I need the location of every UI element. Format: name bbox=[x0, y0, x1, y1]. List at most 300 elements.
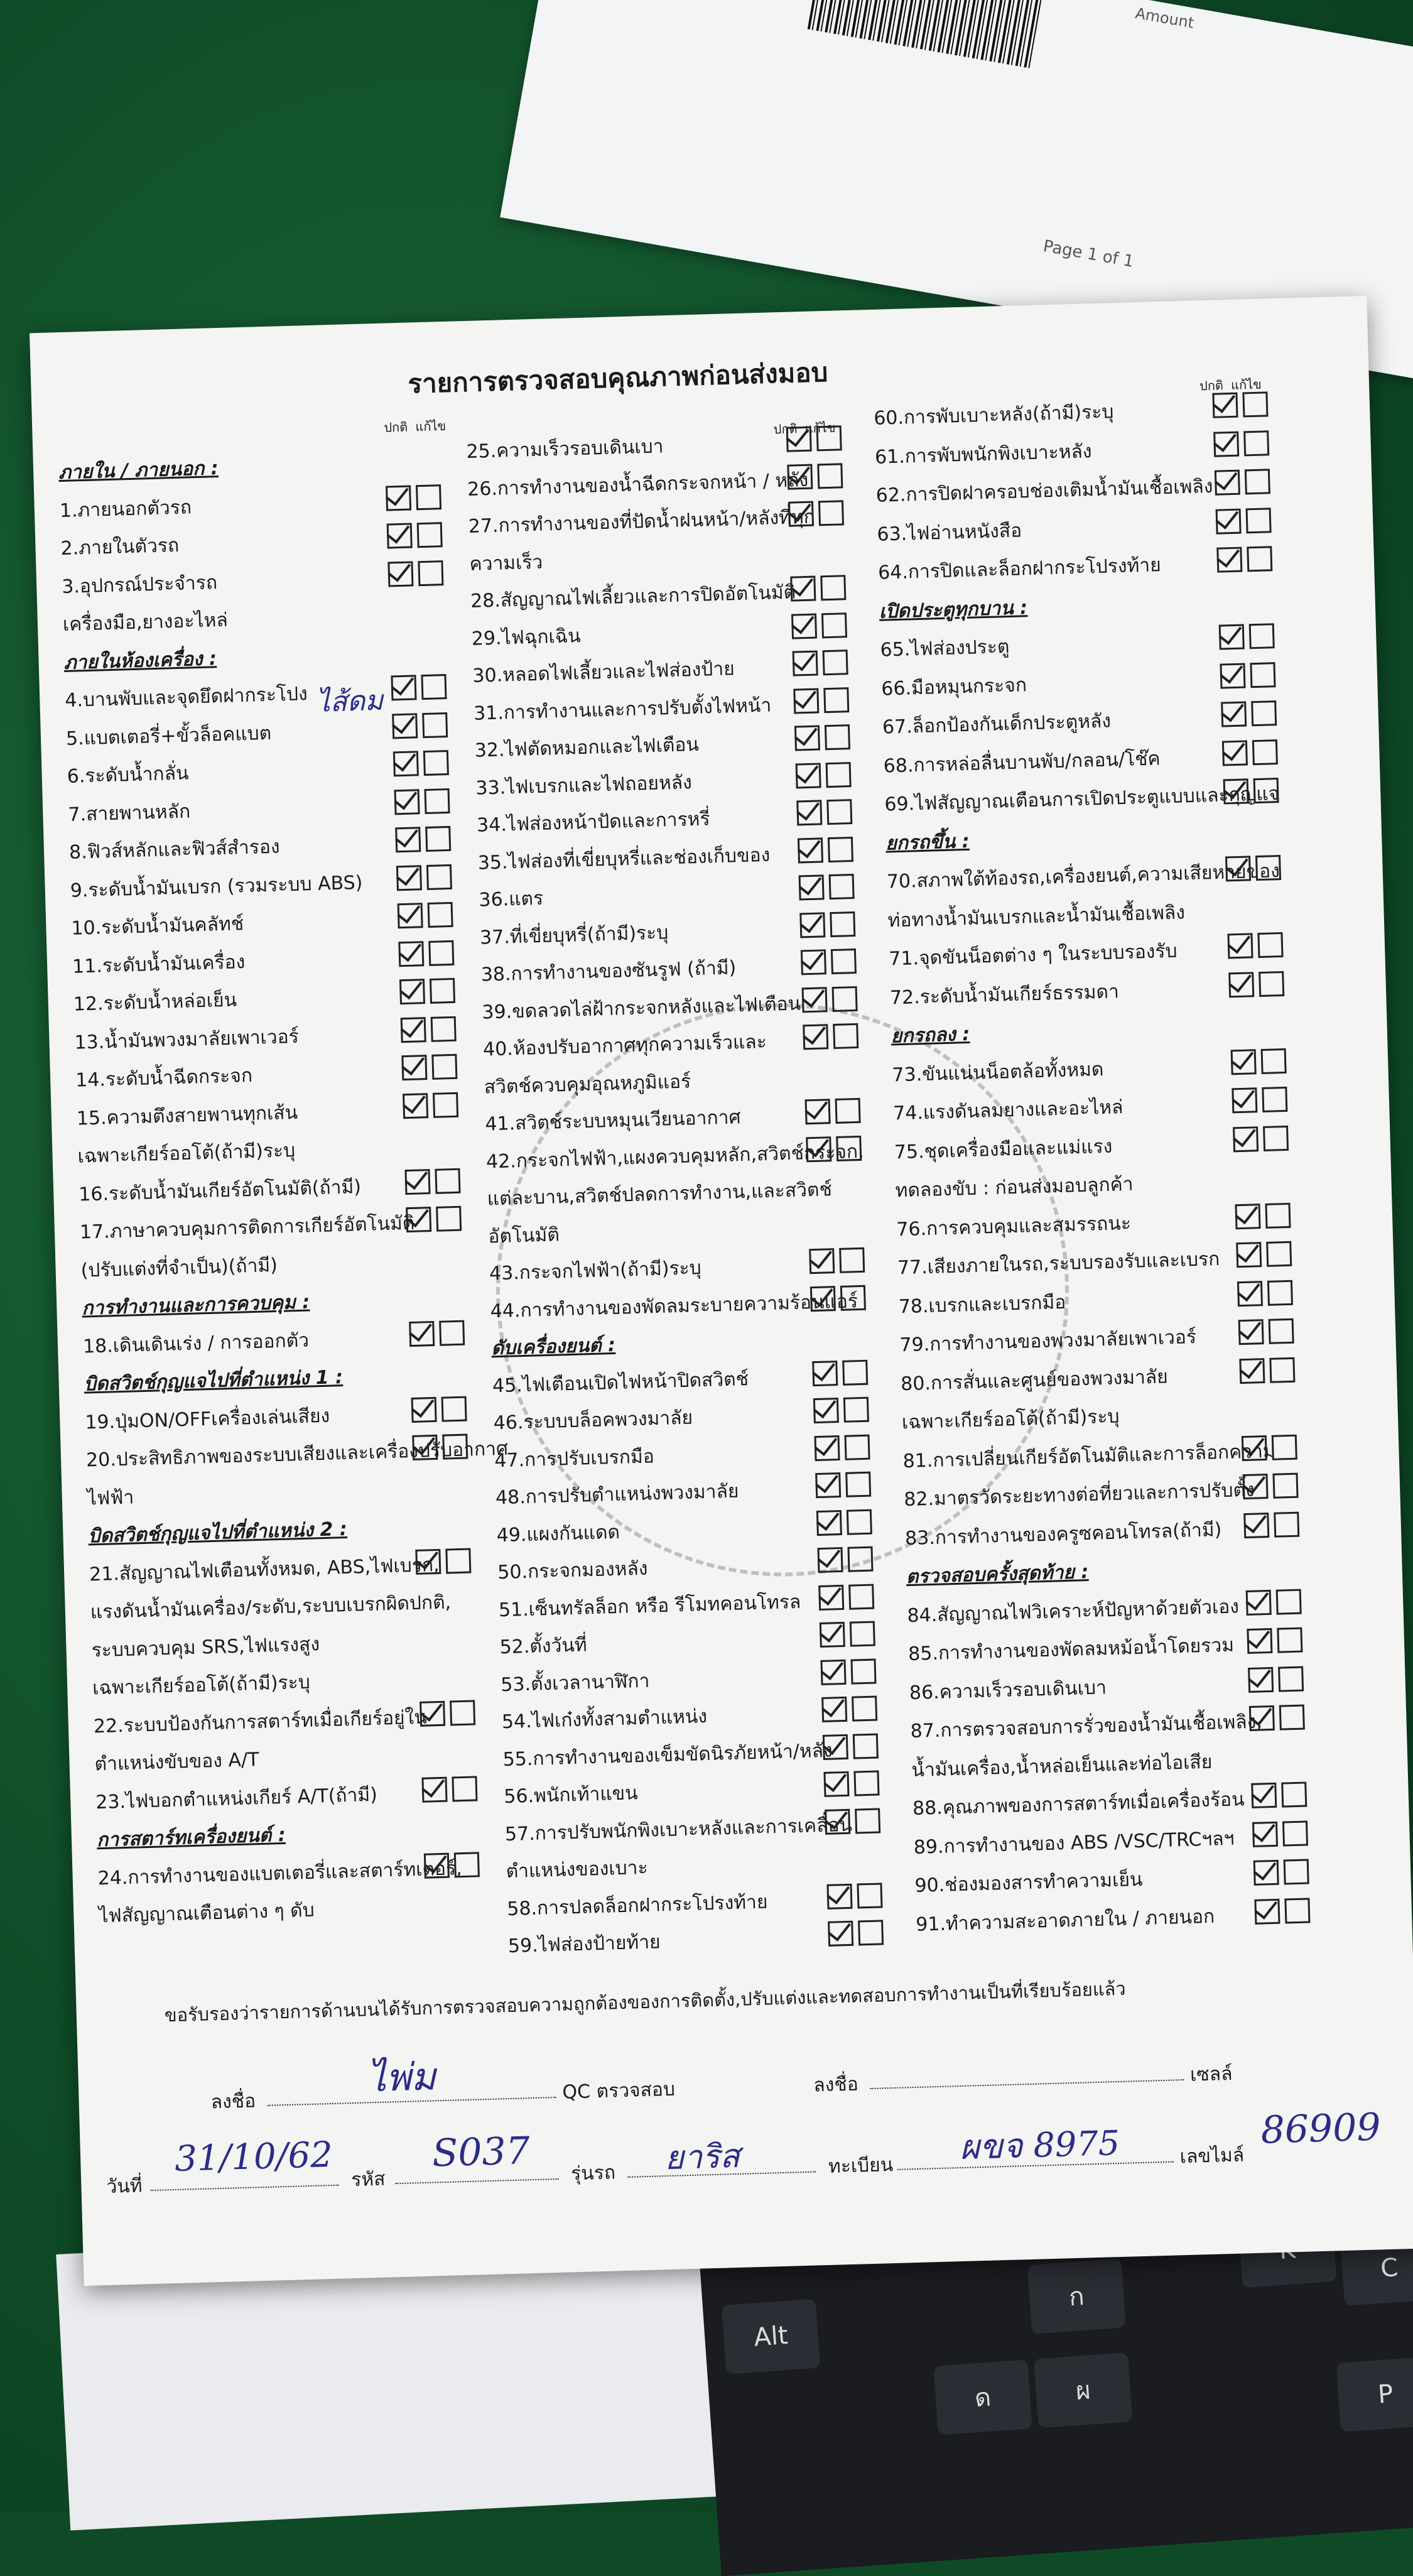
checklist-item-label: 47.การปรับเบรกมือ bbox=[494, 1445, 655, 1472]
check-mark-icon bbox=[789, 497, 815, 523]
checkbox-fix[interactable] bbox=[844, 1434, 870, 1460]
check-mark-icon bbox=[1230, 968, 1255, 994]
checkbox-fix[interactable] bbox=[847, 1509, 872, 1535]
checkbox-fix[interactable] bbox=[435, 1168, 460, 1193]
check-mark-icon bbox=[818, 1543, 844, 1569]
check-mark-icon bbox=[826, 1805, 852, 1830]
code-value: S037 bbox=[431, 2129, 531, 2176]
checklist-item-label: 90.ช่องมองสารทำความเย็น bbox=[914, 1868, 1143, 1897]
model-label: รุ่นรถ bbox=[570, 2161, 616, 2185]
certification-text: ขอรับรองว่ารายการด้านบนได้รับการตรวจสอบความถูกต้องของการติดตั้ง,ปรับแต่งและทดสอบการทำงานเป็นที่เรียบร้อยแล้ว bbox=[164, 1977, 1127, 2026]
checklist-item-label: 24.การทำงานของแบตเตอรี่และสตาร์ทเตอร์, bbox=[97, 1857, 463, 1889]
check-mark-icon bbox=[423, 1773, 448, 1798]
checkbox-fix[interactable] bbox=[853, 1770, 879, 1796]
checkbox-fix[interactable] bbox=[848, 1584, 874, 1609]
code-label: รหัส bbox=[350, 2168, 386, 2192]
checklist-item-label: 11.ระดับน้ำมันเครื่อง bbox=[72, 950, 246, 978]
checkbox-fix[interactable] bbox=[1243, 430, 1269, 456]
checklist-item-label: ระบบควบคุม SRS,ไฟแรงสูง bbox=[91, 1633, 320, 1661]
checklist-item-label: 9.ระดับน้ำมันเบรก (รวมระบบ ABS) bbox=[70, 871, 363, 902]
section-heading: ภายใน / ภายนอก : bbox=[58, 457, 219, 484]
check-mark-icon bbox=[788, 460, 814, 486]
col-header-normal: ปกติ bbox=[773, 421, 798, 437]
checkbox-fix[interactable] bbox=[1277, 1628, 1302, 1653]
check-mark-icon bbox=[398, 861, 423, 887]
checkbox-fix[interactable] bbox=[845, 1472, 871, 1497]
checklist-item-label: 91.ทำความสะอาดภายใน / ภายนอก bbox=[915, 1905, 1215, 1936]
checklist-item-label: 69.ไฟสัญญาณเตือนการเปิดประตูแบบและกุญแจ bbox=[884, 783, 1280, 816]
checklist-item-label: 86.ความเร็วรอบเดินเบา bbox=[909, 1676, 1107, 1704]
check-mark-icon bbox=[1255, 1894, 1281, 1920]
checkbox-fix[interactable] bbox=[418, 560, 443, 586]
checklist-item-label: 81.การเปลี่ยนเกียร์อัตโนมัติและการล็อกความ bbox=[902, 1440, 1276, 1472]
check-mark-icon bbox=[403, 1051, 428, 1077]
checkbox-fix[interactable] bbox=[1253, 778, 1279, 803]
checkbox-fix[interactable] bbox=[416, 484, 441, 510]
checklist-item-label: 2.ภายในตัวรถ bbox=[60, 534, 180, 560]
check-mark-icon bbox=[802, 945, 828, 971]
check-mark-icon bbox=[1245, 1508, 1270, 1534]
checklist-item-label: 76.การควบคุมและสมรรถนะ bbox=[896, 1212, 1132, 1241]
checklist-item-label: 43.กระจกไฟฟ้า(ถ้ามี)ระบุ bbox=[489, 1257, 702, 1285]
checklist-item-label: 83.การทำงานของครูซคอนโทรล(ถ้ามี) bbox=[904, 1518, 1222, 1550]
sale-signature-line bbox=[870, 2079, 1184, 2089]
checklist-item-label: 33.ไฟเบรกและไฟถอยหลัง bbox=[475, 771, 693, 800]
section-heading: เปิดประตูทุกบาน : bbox=[879, 596, 1028, 623]
checkbox-fix[interactable] bbox=[857, 1883, 882, 1908]
checkbox-fix[interactable] bbox=[1246, 508, 1272, 533]
checklist-item-label: 12.ระดับน้ำหล่อเย็น bbox=[73, 989, 237, 1016]
checklist-item-label: 30.หลอดไฟเลี้ยวและไฟส่องป้าย bbox=[472, 658, 735, 687]
check-mark-icon bbox=[413, 1431, 439, 1457]
checklist-item-label: 4.บานพับและจุดยึดฝากระโปง bbox=[64, 683, 308, 712]
check-mark-icon bbox=[1239, 1315, 1265, 1341]
checklist-item-label: 42.กระจกไฟฟ้า,แผงควบคุมหลัก,สวิตช์กระจก, bbox=[485, 1140, 865, 1173]
check-mark-icon bbox=[799, 871, 825, 896]
checkbox-fix[interactable] bbox=[417, 522, 443, 548]
checklist-item-label: 21.สัญญาณไฟเตือนทั้งหมด, ABS,ไฟเบรก, bbox=[89, 1553, 440, 1585]
checklist-item-label: ความเร็ว bbox=[469, 551, 543, 575]
checkbox-fix[interactable] bbox=[430, 978, 455, 1004]
checkbox-fix[interactable] bbox=[835, 1098, 861, 1124]
check-mark-icon bbox=[793, 646, 819, 672]
checkbox-fix[interactable] bbox=[829, 874, 855, 899]
sale-label: เซลล์ bbox=[1189, 2062, 1233, 2086]
checkbox-fix[interactable] bbox=[1249, 623, 1275, 649]
checklist-item-label: อัตโนมัติ bbox=[487, 1223, 560, 1248]
check-mark-icon bbox=[803, 983, 828, 1009]
checkbox-fix[interactable] bbox=[850, 1658, 876, 1684]
checkbox-fix[interactable] bbox=[1251, 700, 1277, 726]
checkbox-fix[interactable] bbox=[1263, 1125, 1289, 1151]
check-mark-icon bbox=[1247, 1585, 1272, 1611]
code-line bbox=[395, 2178, 558, 2184]
checklist-item-label: 68.การหล่อลื่นบานพับ/กลอน/โช๊ค bbox=[883, 747, 1161, 778]
checklist-item-label: 46.ระบบบล็อคพวงมาลัย bbox=[493, 1406, 693, 1435]
checklist-item-label: 55.การทำงานของเข็มขัดนิรภัยหน้า/หลัง bbox=[502, 1739, 833, 1771]
check-mark-icon bbox=[1234, 1122, 1260, 1148]
checkbox-fix[interactable] bbox=[439, 1320, 465, 1345]
check-mark-icon bbox=[807, 1133, 833, 1158]
inspection-form bbox=[30, 296, 1413, 2286]
checkbox-fix[interactable] bbox=[1272, 1473, 1298, 1499]
check-mark-icon bbox=[1221, 659, 1247, 685]
section-heading: ภายในห้องเครื่อง : bbox=[63, 647, 217, 674]
qc-signature: ไพ่ม bbox=[366, 2055, 437, 2101]
checklist-item-label: 32.ไฟตัดหมอกและไฟเตือน bbox=[474, 733, 700, 762]
check-mark-icon bbox=[821, 1618, 847, 1644]
checkbox-fix[interactable] bbox=[423, 750, 449, 776]
checkbox-fix[interactable] bbox=[1278, 1666, 1304, 1692]
checklist-item-label: สวิตช์ควบคุมอุณหภูมิแอร์ bbox=[484, 1070, 691, 1099]
checklist-item-label: 28.สัญญาณไฟเลี้ยวและการปิดอัตโนมัติ bbox=[470, 581, 796, 612]
check-mark-icon bbox=[1216, 504, 1242, 530]
checklist-item-label: 85.การทำงานของพัดลมหม้อน้ำโดยรวม bbox=[907, 1634, 1235, 1666]
checkbox-fix[interactable] bbox=[1269, 1357, 1295, 1383]
checklist-item-label: (ปรับแต่งที่จำเป็น)(ถ้ามี) bbox=[80, 1254, 278, 1282]
check-mark-icon bbox=[813, 1357, 839, 1383]
checklist-item-label: 40.ห้องปรับอากาศทุกความเร็วและ bbox=[482, 1031, 767, 1061]
checklist-item-label: น้ำมันเครื่อง,น้ำหล่อเย็นและท่อไอเสีย bbox=[911, 1751, 1213, 1781]
check-mark-icon bbox=[820, 1580, 845, 1606]
check-mark-icon bbox=[401, 1013, 427, 1039]
checklist-item-label: 15.ความตึงสายพานทุกเส้น bbox=[76, 1101, 298, 1130]
check-mark-icon bbox=[791, 572, 817, 598]
checkbox-fix[interactable] bbox=[843, 1397, 869, 1423]
checklist-item-label: 82.มาตรวัดระยะทางต่อที่ยวและการปรับตั้ง bbox=[903, 1479, 1255, 1511]
checkbox-fix[interactable] bbox=[853, 1733, 879, 1759]
col-header-normal: ปกติ bbox=[1199, 378, 1224, 394]
check-mark-icon bbox=[1249, 1663, 1275, 1688]
checkbox-fix[interactable] bbox=[424, 788, 450, 813]
checklist-item-label: 74.แรงดันลมยางและอะไหล่ bbox=[892, 1096, 1123, 1125]
checklist-item-label: 52.ตั้งวันที่ bbox=[499, 1634, 588, 1659]
barcode bbox=[808, 0, 1042, 68]
check-mark-icon bbox=[421, 1697, 447, 1722]
check-mark-icon bbox=[1228, 929, 1254, 955]
checklist-item-label: 7.สายพานหลัก bbox=[67, 800, 191, 826]
checklist-item-label: 54.ไฟเก๋งทั้งสามตำแหน่ง bbox=[501, 1705, 708, 1734]
col-header-fix: แก้ไข bbox=[415, 418, 447, 435]
checkbox-fix[interactable] bbox=[1247, 546, 1272, 572]
checklist-item-label: เฉพาะเกียร์ออโต้(ถ้ามี)ระบุ bbox=[92, 1671, 311, 1700]
checkbox-fix[interactable] bbox=[1262, 1087, 1287, 1112]
checkbox-fix[interactable] bbox=[840, 1285, 866, 1310]
check-mark-icon bbox=[1213, 389, 1239, 415]
checkbox-fix[interactable] bbox=[855, 1808, 880, 1834]
checklist-item-label: 36.แตร bbox=[478, 887, 544, 911]
checkbox-fix[interactable] bbox=[833, 1023, 858, 1049]
checklist-item-label: 3.อุปกรณ์ประจำรถ bbox=[61, 571, 218, 598]
check-mark-icon bbox=[811, 1282, 837, 1308]
check-mark-icon bbox=[810, 1244, 836, 1270]
checklist-item-label: 31.การทำงานและการปรับตั้งไฟหน้า bbox=[473, 694, 772, 725]
checklist-item-label: 41.สวิตช์ระบบหมุนเวียนอากาศ bbox=[484, 1106, 741, 1136]
checkbox-fix[interactable] bbox=[1252, 739, 1278, 765]
checklist-item-label: 67.ล็อกป้องกันเด็กประตูหลัง bbox=[882, 710, 1112, 739]
checkbox-fix[interactable] bbox=[839, 1247, 865, 1273]
checklist-item-label: แต่ละบาน,สวิตช์ปลดการทำงาน,และสวิตช์ bbox=[487, 1178, 833, 1210]
section-heading: การทำงานและการควบคุม : bbox=[81, 1291, 310, 1320]
check-mark-icon bbox=[1233, 1084, 1259, 1109]
checklist-item-label: 20.ประสิทธิภาพของระบบเสียงและเครื่องปรับอากาศ bbox=[85, 1437, 509, 1472]
check-mark-icon bbox=[410, 1317, 436, 1342]
checkbox-fix[interactable] bbox=[831, 948, 857, 974]
checklist-item-label: 66.มือหมุนกระจก bbox=[880, 673, 1027, 700]
checkbox-fix[interactable] bbox=[828, 837, 853, 862]
check-mark-icon bbox=[1232, 1045, 1257, 1071]
checklist-item-label: 18.เดินเดินเร่ง / การออกตัว bbox=[82, 1329, 310, 1358]
check-mark-icon bbox=[806, 1095, 831, 1121]
checklist-item-label: 57.การปรับพนักพิงเบาะหลังและการเคลื่อน bbox=[504, 1813, 853, 1845]
checklist-item-label: 26.การทำงานของน้ำฉีดกระจกหน้า / หลัง bbox=[467, 469, 809, 501]
checkbox-fix[interactable] bbox=[1282, 1820, 1308, 1846]
checklist-item-label: 72.ระดับน้ำมันเกียร์ธรรมดา bbox=[889, 980, 1120, 1009]
checkbox-fix[interactable] bbox=[450, 1700, 475, 1725]
checkbox-fix[interactable] bbox=[830, 911, 855, 937]
checklist-item-label: ทดลองขับ : ก่อนส่งมอบลูกค้า bbox=[895, 1173, 1134, 1202]
checkbox-fix[interactable] bbox=[826, 799, 852, 825]
mileage-value: 86909 bbox=[1260, 2105, 1382, 2153]
check-mark-icon bbox=[818, 1506, 843, 1531]
checklist-item-label: 59.ไฟส่องป้ายท้าย bbox=[507, 1931, 661, 1958]
checklist-item-label: ไฟฟ้า bbox=[87, 1486, 134, 1509]
checkbox-fix[interactable] bbox=[1242, 391, 1268, 417]
checkbox-fix[interactable] bbox=[431, 1016, 457, 1041]
check-mark-icon bbox=[407, 1203, 433, 1229]
checkbox-fix[interactable] bbox=[850, 1621, 875, 1647]
checklist-item-label: 56.พนักเท้าแขน bbox=[503, 1782, 639, 1808]
checkbox-fix[interactable] bbox=[821, 612, 847, 638]
checkbox-fix[interactable] bbox=[836, 1135, 862, 1161]
check-mark-icon bbox=[821, 1655, 847, 1681]
checklist-item-label: 17.ภาษาควบคุมการติดการเกียร์อัตโนมัติ bbox=[79, 1212, 415, 1244]
check-mark-icon bbox=[387, 481, 413, 507]
page-label: Page 1 of 1 bbox=[1041, 236, 1135, 271]
checkbox-fix[interactable] bbox=[442, 1434, 468, 1460]
checklist-item-label: 53.ตั้งเวลานาฬิกา bbox=[500, 1670, 650, 1696]
checkbox-fix[interactable] bbox=[425, 826, 451, 852]
col-header-normal: ปกติ bbox=[384, 419, 408, 435]
section-heading: ยกรถลง : bbox=[891, 1023, 970, 1048]
check-mark-icon bbox=[412, 1393, 438, 1418]
check-mark-icon bbox=[406, 1165, 431, 1191]
checkbox-fix[interactable] bbox=[452, 1776, 477, 1802]
check-mark-icon bbox=[798, 796, 823, 822]
checklist-item-label: 13.น้ำมันพวงมาลัยเพาเวอร์ bbox=[74, 1025, 300, 1054]
check-mark-icon bbox=[1250, 1702, 1276, 1727]
checkbox-fix[interactable] bbox=[826, 762, 852, 788]
checkbox-fix[interactable] bbox=[823, 649, 848, 675]
checkbox-fix[interactable] bbox=[842, 1359, 868, 1385]
check-mark-icon bbox=[1253, 1817, 1279, 1843]
check-mark-icon bbox=[804, 1020, 830, 1046]
check-mark-icon bbox=[824, 1730, 850, 1756]
checkbox-fix[interactable] bbox=[421, 674, 447, 700]
model-value: ยาริส bbox=[664, 2137, 740, 2178]
check-mark-icon bbox=[404, 1089, 430, 1115]
checklist-item-label: 60.การพับเบาะหลัง(ถ้ามี)ระบุ bbox=[873, 401, 1114, 430]
checklist-item-label: 78.เบรกและเบรกมือ bbox=[898, 1291, 1066, 1318]
check-mark-icon bbox=[1240, 1354, 1266, 1380]
checklist-item-label: 38.การทำงานของซันรูฟ (ถ้ามี) bbox=[480, 957, 737, 986]
checklist-item-label: 87.การตรวจสอบการรั่วของน้ำมันเชื้อเพลิง, bbox=[910, 1710, 1263, 1743]
check-mark-icon bbox=[396, 823, 422, 849]
registration-value: ผขจ 8975 bbox=[959, 2123, 1120, 2168]
checklist-item-label: 62.การปิดฝาครอบช่องเติมน้ำมันเชื้อเพลิง bbox=[875, 475, 1213, 507]
check-mark-icon bbox=[1223, 736, 1249, 762]
section-heading: ดับเครื่องยนต์ : bbox=[490, 1334, 616, 1360]
date-label: วันที่ bbox=[106, 2175, 143, 2198]
check-mark-icon bbox=[1224, 774, 1250, 800]
checklist-item-label: ไฟสัญญาณเตือนต่าง ๆ ดับ bbox=[98, 1899, 315, 1928]
checkbox-fix[interactable] bbox=[428, 940, 454, 965]
checklist-item-label: 65.ไฟส่องประตู bbox=[880, 635, 1010, 661]
signed-label-2: ลงชื่อ bbox=[813, 2073, 859, 2097]
checklist-item-label: 10.ระดับน้ำมันคลัทช์ bbox=[71, 913, 244, 940]
check-mark-icon bbox=[1216, 466, 1242, 492]
check-mark-icon bbox=[416, 1545, 442, 1570]
check-mark-icon bbox=[829, 1917, 855, 1943]
check-mark-icon bbox=[1236, 1200, 1262, 1226]
checklist-item-label: แรงดันน้ำมันเครื่อง/ระดับ,ระบบเบรกผิดปกติ, bbox=[90, 1591, 452, 1624]
checkbox-fix[interactable] bbox=[1257, 932, 1283, 958]
checklist-item-label: 8.ฟิวส์หลักและฟิวส์สำรอง bbox=[68, 835, 280, 864]
checkbox-fix[interactable] bbox=[436, 1206, 462, 1232]
checkbox-fix[interactable] bbox=[1245, 469, 1270, 494]
checkbox-fix[interactable] bbox=[1265, 1202, 1291, 1228]
checkbox-fix[interactable] bbox=[431, 1054, 457, 1080]
checklist-item-label: 48.การปรับตำแหน่งพวงมาลัย bbox=[495, 1480, 739, 1509]
checkbox-fix[interactable] bbox=[847, 1546, 873, 1572]
checkbox-fix[interactable] bbox=[1261, 1048, 1287, 1073]
checkbox-fix[interactable] bbox=[1272, 1434, 1297, 1460]
check-mark-icon bbox=[1226, 852, 1252, 878]
checkbox-fix[interactable] bbox=[433, 1092, 458, 1117]
checklist-item-label: 79.การทำงานของพวงมาลัยเพาเวอร์ bbox=[899, 1326, 1197, 1357]
checklist-item-label: เฉพาะเกียร์ออโต้(ถ้ามี)ระบุ bbox=[901, 1405, 1120, 1434]
checklist-item-label: 16.ระดับน้ำมันเกียร์อัตโนมัติ(ถ้ามี) bbox=[78, 1175, 362, 1206]
checklist-item-label: 61.การพับพนักพิงเบาะหลัง bbox=[874, 440, 1092, 469]
checkbox-fix[interactable] bbox=[818, 500, 844, 526]
check-mark-icon bbox=[1220, 620, 1246, 646]
checklist-item-label: 58.การปลดล็อกฝากระโปรงท้าย bbox=[506, 1891, 768, 1920]
checklist-item-label: 19.ปุ่มON/OFFเครื่องเล่นเสียง bbox=[84, 1405, 330, 1434]
checkbox-fix[interactable] bbox=[1250, 662, 1275, 688]
checkbox-fix[interactable] bbox=[1267, 1280, 1293, 1305]
checkbox-fix[interactable] bbox=[1255, 855, 1281, 881]
checkbox-fix[interactable] bbox=[445, 1548, 471, 1573]
checkbox-fix[interactable] bbox=[1276, 1589, 1302, 1614]
checkbox-fix[interactable] bbox=[441, 1396, 467, 1421]
check-mark-icon bbox=[1238, 1277, 1264, 1303]
checklist-item-label: 27.การทำงานของที่ปัดน้ำฝนหน้า/หลังที่ทุก bbox=[468, 506, 816, 538]
checkbox-fix[interactable] bbox=[428, 902, 453, 928]
checklist-item-label: 34.ไฟส่องหน้าปัดและการหรี่ bbox=[476, 808, 711, 837]
checkbox-fix[interactable] bbox=[1274, 1511, 1299, 1537]
checkbox-fix[interactable] bbox=[1266, 1241, 1292, 1267]
check-mark-icon bbox=[394, 747, 420, 773]
checkbox-fix[interactable] bbox=[1259, 970, 1284, 996]
checkbox-fix[interactable] bbox=[454, 1852, 480, 1878]
check-mark-icon bbox=[1215, 427, 1240, 453]
checklist-item-label: 29.ไฟฉุกเฉิน bbox=[471, 624, 582, 650]
check-mark-icon bbox=[1243, 1431, 1269, 1457]
check-mark-icon bbox=[398, 899, 424, 925]
section-heading: บิดสวิตช์กุญแจไปที่ตำแหน่ง 1 : bbox=[84, 1366, 344, 1396]
checklist-item-label: ท่อทางน้ำมันเบรกและน้ำมันเชื้อเพลิง bbox=[887, 901, 1186, 932]
amount-label: Amount bbox=[1134, 4, 1196, 32]
checklist-item-label: 5.แบตเตอรี่+ขั้วล็อคแบต bbox=[65, 722, 272, 750]
checklist-item-label: 71.จุดขันน็อตต่าง ๆ ในระบบรองรับ bbox=[888, 940, 1178, 970]
check-mark-icon bbox=[1248, 1624, 1274, 1650]
checklist-item-label: 39.ขดลวดไล่ฝ้ากระจกหลังและไฟเตือน bbox=[481, 992, 801, 1024]
checklist-item-label: 1.ภายนอกตัวรถ bbox=[59, 496, 192, 522]
check-mark-icon bbox=[1254, 1856, 1280, 1882]
check-mark-icon bbox=[1218, 543, 1243, 569]
checkbox-fix[interactable] bbox=[832, 986, 858, 1011]
check-mark-icon bbox=[401, 975, 426, 1001]
checklist-item-label: 50.กระจกมองหลัง bbox=[497, 1557, 648, 1584]
checklist-item-label: 70.สภาพใต้ท้องรถ,เครื่องยนต์,ความเสียหายของ bbox=[886, 860, 1280, 893]
checklist-item-label: 64.การปิดและล็อกฝากระโปรงท้าย bbox=[877, 554, 1162, 584]
checkbox-fix[interactable] bbox=[422, 712, 448, 738]
check-mark-icon bbox=[1222, 697, 1248, 723]
checkbox-fix[interactable] bbox=[1269, 1318, 1294, 1344]
check-mark-icon bbox=[1252, 1779, 1278, 1805]
checklist-item-label: 37.ที่เขี่ยบุหรี่(ถ้ามี)ระบุ bbox=[479, 921, 669, 949]
checkbox-fix[interactable] bbox=[426, 864, 452, 889]
col-header-fix: แก้ไข bbox=[1230, 376, 1262, 393]
checkbox-fix[interactable] bbox=[820, 575, 846, 601]
checklist-item-label: 77.เสียงภายในรถ,ระบบรองรับและเบรก bbox=[897, 1248, 1220, 1280]
checkbox-fix[interactable] bbox=[1281, 1781, 1307, 1807]
key-p: P bbox=[1336, 2357, 1413, 2432]
check-mark-icon bbox=[1243, 1470, 1269, 1496]
checklist-item-label: 23.ไฟบอกตำแหน่งเกียร์ A/T(ถ้ามี) bbox=[95, 1783, 378, 1813]
battery-handwritten-note: ไส้ดม bbox=[315, 684, 384, 719]
form-title: รายการตรวจสอบคุณภาพก่อนส่งมอบ bbox=[407, 356, 828, 399]
qc-label: QC ตรวจสอบ bbox=[562, 2078, 676, 2104]
checklist-item-label: 89.การทำงานของ ABS /VSC/TRCฯลฯ bbox=[913, 1827, 1235, 1859]
checkbox-fix[interactable] bbox=[852, 1696, 877, 1722]
checkbox-fix[interactable] bbox=[825, 724, 850, 750]
checkbox-fix[interactable] bbox=[1284, 1859, 1309, 1884]
mileage-label: เลขไมล์ bbox=[1179, 2144, 1245, 2168]
key-ko: ก bbox=[1027, 2259, 1126, 2334]
checklist-item-label: 51.เซ็นทรัลล็อก หรือ รีโมทคอนโทรล bbox=[498, 1590, 801, 1621]
checkbox-fix[interactable] bbox=[823, 687, 849, 713]
checkbox-fix[interactable] bbox=[1284, 1898, 1310, 1923]
checklist-item-label: 45.ไฟเตือนเปิดไฟหน้าปิดสวิตช์ bbox=[492, 1367, 749, 1397]
check-mark-icon bbox=[393, 709, 419, 735]
checklist-item-label: 6.ระดับน้ำกลั่น bbox=[67, 762, 189, 788]
key-c: C bbox=[1340, 2231, 1413, 2306]
checkbox-fix[interactable] bbox=[816, 425, 842, 451]
registration-label: ทะเบียน bbox=[828, 2154, 894, 2178]
checkbox-fix[interactable] bbox=[817, 463, 843, 489]
date-value: 31/10/62 bbox=[174, 2134, 333, 2180]
checklist-item-label: 73.ขันแน่นน็อตล้อทั้งหมด bbox=[892, 1058, 1104, 1086]
check-mark-icon bbox=[399, 937, 425, 963]
check-mark-icon bbox=[1237, 1238, 1263, 1264]
checkbox-fix[interactable] bbox=[858, 1920, 884, 1945]
check-mark-icon bbox=[815, 1431, 841, 1457]
checkbox-fix[interactable] bbox=[1279, 1705, 1305, 1731]
check-mark-icon bbox=[794, 684, 820, 710]
key-do: ด bbox=[933, 2359, 1032, 2435]
signed-label: ลงชื่อ bbox=[210, 2090, 256, 2114]
